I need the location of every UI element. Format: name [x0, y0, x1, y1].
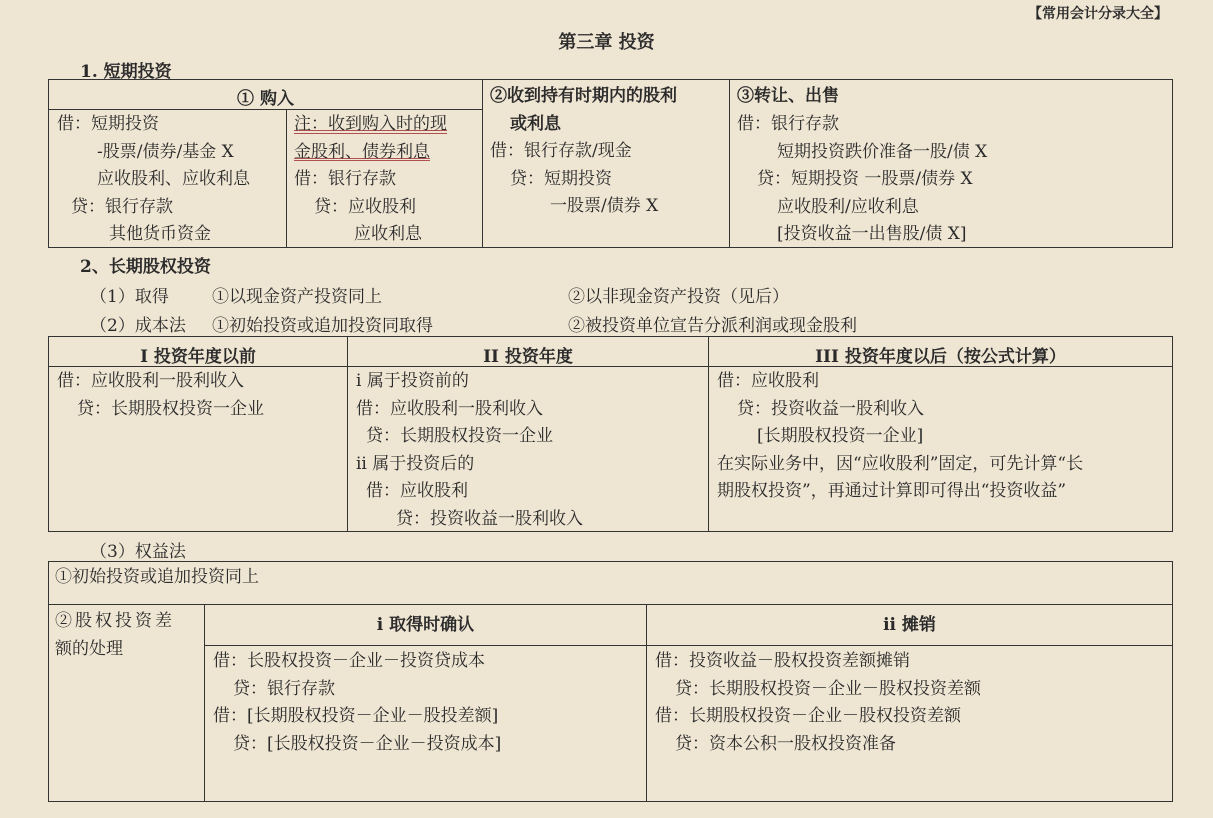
- amortize-entry: [655, 648, 981, 758]
- entry-line: 贷：[长股权投资－企业－投资成本]: [233, 733, 502, 754]
- cost-method-table: [48, 336, 1173, 532]
- invest-year-header: II 投资年度: [483, 347, 573, 367]
- note-line: 金股利、债券利息: [294, 141, 430, 162]
- entry-line: 借：银行存款: [737, 114, 839, 134]
- acquire-cash: ①以现金资产投资同上: [212, 287, 382, 307]
- entry-line: 应收股利/应收利息: [777, 196, 919, 217]
- entry-line: 借：投资收益－股权投资差额摊销: [655, 651, 910, 671]
- entry-line: 贷：长期股权投资一企业: [366, 426, 553, 446]
- entry-line: 贷：长期股权投资－企业－股权投资差额: [675, 678, 981, 699]
- entry-line: 在实际业务中，因“应收股利”固定，可先计算“长: [717, 453, 1084, 474]
- cost-method-dividend: ②被投资单位宣告分派利润或现金股利: [568, 316, 857, 336]
- entry-line: 短期投资跌价准备一股/债 X: [777, 141, 988, 162]
- entry-line: 应收股利、应收利息: [97, 169, 250, 189]
- entry-line: 借：短期投资: [57, 114, 159, 134]
- entry-line: 借：银行存款/现金: [490, 141, 632, 161]
- short-term-table: [48, 79, 1173, 248]
- dividend-header: [490, 83, 677, 138]
- recognize-header: i 取得时确认: [376, 615, 475, 635]
- entry-line: 借：银行存款: [294, 169, 396, 189]
- entry-line: 借：长期股权投资－企业－股权投资差额: [655, 706, 961, 726]
- post-year-header: III 投资年度以后（按公式计算）: [815, 347, 1066, 367]
- entry-line: 贷：投资收益一股利收入: [737, 398, 924, 419]
- section-short-term-title: 1. 短期投资: [80, 62, 172, 82]
- entry-line: 贷：短期投资: [510, 168, 612, 189]
- book-tag: 【常用会计分录大全】: [1028, 6, 1168, 22]
- pre-year-entry: [57, 368, 264, 423]
- entry-line: 借：应收股利一股利收入: [356, 398, 543, 419]
- dividend-entry: [490, 138, 658, 221]
- equity-diff-label: [55, 608, 175, 663]
- entry-line: 借：应收股利: [717, 371, 819, 391]
- entry-line: 贷：长期股权投资一企业: [77, 398, 264, 419]
- entry-line: 贷：短期投资 一股票/债券 X: [757, 169, 973, 189]
- entry-line: 贷：银行存款: [71, 196, 173, 217]
- equity-method-label: （3）权益法: [90, 542, 186, 562]
- entry-line: [长期股权投资一企业]: [757, 426, 924, 446]
- entry-line: -股票/债券/基金 X: [97, 141, 234, 162]
- entry-line: 一股票/债券 X: [550, 196, 659, 216]
- entry-line: 借：应收股利: [366, 481, 468, 501]
- section-long-term-title: 2、长期股权投资: [80, 257, 211, 277]
- acquire-label: （1）取得: [90, 287, 169, 307]
- cost-method-label: （2）成本法: [90, 316, 186, 336]
- post-year-entry: [717, 368, 1083, 506]
- cost-method-initial: ①初始投资或追加投资同取得: [212, 316, 433, 336]
- entry-line: 贷：应收股利: [314, 196, 416, 217]
- entry-line: 贷：资本公积一股权投资准备: [675, 733, 896, 754]
- amortize-header: ii 摊销: [883, 615, 936, 635]
- header-line: 或利息: [510, 113, 561, 134]
- recognize-entry: [213, 648, 501, 758]
- entry-line: 借：应收股利一股利收入: [57, 371, 244, 391]
- sale-header: ③转让、出售: [737, 86, 839, 106]
- entry-line: 贷：银行存款: [233, 678, 335, 699]
- chapter-title: 第三章 投资: [558, 32, 655, 53]
- label-line: ②股权投资差: [55, 611, 175, 631]
- invest-year-entry: [356, 368, 583, 533]
- acquire-noncash: ②以非现金资产投资（见后）: [568, 287, 789, 307]
- entry-line: ii 属于投资后的: [356, 453, 475, 474]
- entry-line: 贷：投资收益一股利收入: [396, 508, 583, 529]
- label-line: 额的处理: [55, 638, 123, 659]
- equity-method-table: [48, 561, 1173, 802]
- entry-line: i 属于投资前的: [356, 371, 469, 391]
- pre-year-header: I 投资年度以前: [140, 347, 256, 367]
- purchase-header: ① 购入: [237, 89, 294, 109]
- entry-line: 应收利息: [354, 224, 422, 244]
- entry-line: 借：[长期股权投资－企业－股投差额]: [213, 706, 499, 726]
- header-line: ②收到持有时期内的股利: [490, 86, 677, 106]
- sale-entry: [737, 111, 987, 249]
- purchase-note: [294, 111, 447, 249]
- purchase-entry: [57, 111, 250, 249]
- entry-line: 期股权投资”，再通过计算即可得出“投资收益”: [717, 481, 1067, 501]
- entry-line: 借：长股权投资－企业－投资贷成本: [213, 651, 485, 671]
- entry-line: [投资收益一出售股/债 X]: [777, 224, 967, 244]
- equity-initial: ①初始投资或追加投资同上: [55, 567, 259, 587]
- note-line: 注：收到购入时的现: [294, 114, 447, 134]
- entry-line: 其他货币资金: [109, 224, 211, 244]
